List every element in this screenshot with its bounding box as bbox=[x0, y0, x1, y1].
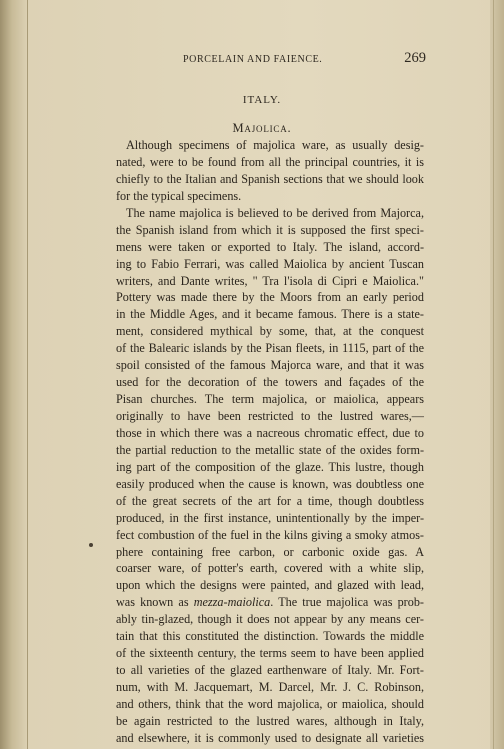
text-line: spoil consisted of the famous Majorca ware, and that it was bbox=[116, 358, 424, 373]
text-line: easily produced when the cause is known, was doubtless one bbox=[116, 476, 424, 491]
text-line: of the Balearic islands by the Pisan fleets, in 1115, part of the bbox=[116, 341, 424, 356]
text-line: of the great secrets of the art for a time, though doubtless bbox=[116, 493, 424, 508]
book-spine-shadow bbox=[0, 0, 28, 749]
text-line: phere containing free carbon, or carbonic oxide gas. A bbox=[116, 544, 424, 559]
text-line: the Spanish island from which it is supposed the first speci- bbox=[116, 222, 424, 237]
italic-term: mezza-maiolica bbox=[193, 595, 271, 610]
text-line: was known as mezza-maiolica. The true majolica was prob- bbox=[116, 595, 424, 610]
body-text bbox=[116, 137, 424, 747]
text-line: used for the decoration of the towers and façades of the bbox=[116, 375, 424, 390]
subsection-heading: Majolica. bbox=[232, 121, 292, 135]
text-line: ably tin-glazed, though it does not appear by any means cer- bbox=[116, 612, 424, 627]
page-right-edge bbox=[490, 0, 504, 749]
text-line: be again restricted to the lustred wares, although in Italy, bbox=[116, 713, 424, 728]
text-line: mens were taken or exported to Italy. The island, accord- bbox=[116, 239, 424, 254]
text-line: of the sixteenth century, the terms seem to have been applied bbox=[116, 646, 424, 661]
text-line: originally to have been restricted to the lustred wares,— bbox=[116, 409, 424, 423]
ink-spot bbox=[89, 543, 93, 547]
text-line: num, with M. Jacquemart, M. Darcel, Mr. J. C. Robinson, bbox=[116, 680, 424, 694]
text-line: and elsewhere, it is commonly used to designate all varieties bbox=[116, 730, 424, 745]
text-line: Although specimens of majolica ware, as usually desig- bbox=[126, 138, 424, 152]
text-line: those in which there was a nacreous chromatic effect, due to bbox=[116, 425, 424, 440]
text-line: writers, and Dante writes, " Tra l'isola di Cipri e Maiolica." bbox=[116, 273, 424, 288]
text-line: produced, in the first instance, unintentionally by the imper- bbox=[116, 510, 424, 525]
text-line: upon which the designs were painted, and glazed with lead, bbox=[116, 578, 424, 593]
text-line: ment, considered mythical by some, that, at the conquest bbox=[116, 324, 424, 339]
running-head: PORCELAIN AND FAIENCE. bbox=[183, 54, 323, 65]
section-heading: ITALY. bbox=[242, 94, 282, 106]
text-line: Pottery was made there by the Moors from an early period bbox=[116, 290, 424, 305]
text-line: fect combustion of the fuel in the kilns giving a smoky atmos- bbox=[116, 527, 424, 542]
page-number: 269 bbox=[404, 50, 426, 66]
text-line: the partial reduction to the metallic state of the oxides form- bbox=[116, 442, 424, 457]
text-line: for the typical specimens. bbox=[116, 188, 242, 203]
text-line: Pisan churches. The term majolica, or maiolica, appears bbox=[116, 392, 424, 407]
text-line: The name majolica is believed to be derived from Majorca, bbox=[126, 205, 424, 220]
text-line: nated, were to be found from all the principal countries, it is bbox=[116, 154, 424, 169]
text-line: in the Middle Ages, and it became famous. There is a state- bbox=[116, 307, 424, 322]
text-line: to all varieties of the glazed earthenware of Italy. Mr. Fort- bbox=[116, 663, 424, 678]
text-line: tain that this constituted the distinction. Towards the middle bbox=[116, 629, 424, 644]
gutter-edge bbox=[27, 0, 28, 749]
text-line: coarser ware, of potter's earth, covered with a white slip, bbox=[116, 561, 424, 576]
text-line: ing part of the composition of the glaze. This lustre, though bbox=[116, 459, 424, 474]
page-header bbox=[183, 50, 426, 68]
text-line: chiefly to the Italian and Spanish sections that we should look bbox=[116, 171, 424, 186]
text-line: ing to Fabio Ferrari, was called Maiolica by ancient Tuscan bbox=[116, 256, 424, 271]
text-line: and others, think that the word majolica, or maiolica, should bbox=[116, 696, 424, 711]
